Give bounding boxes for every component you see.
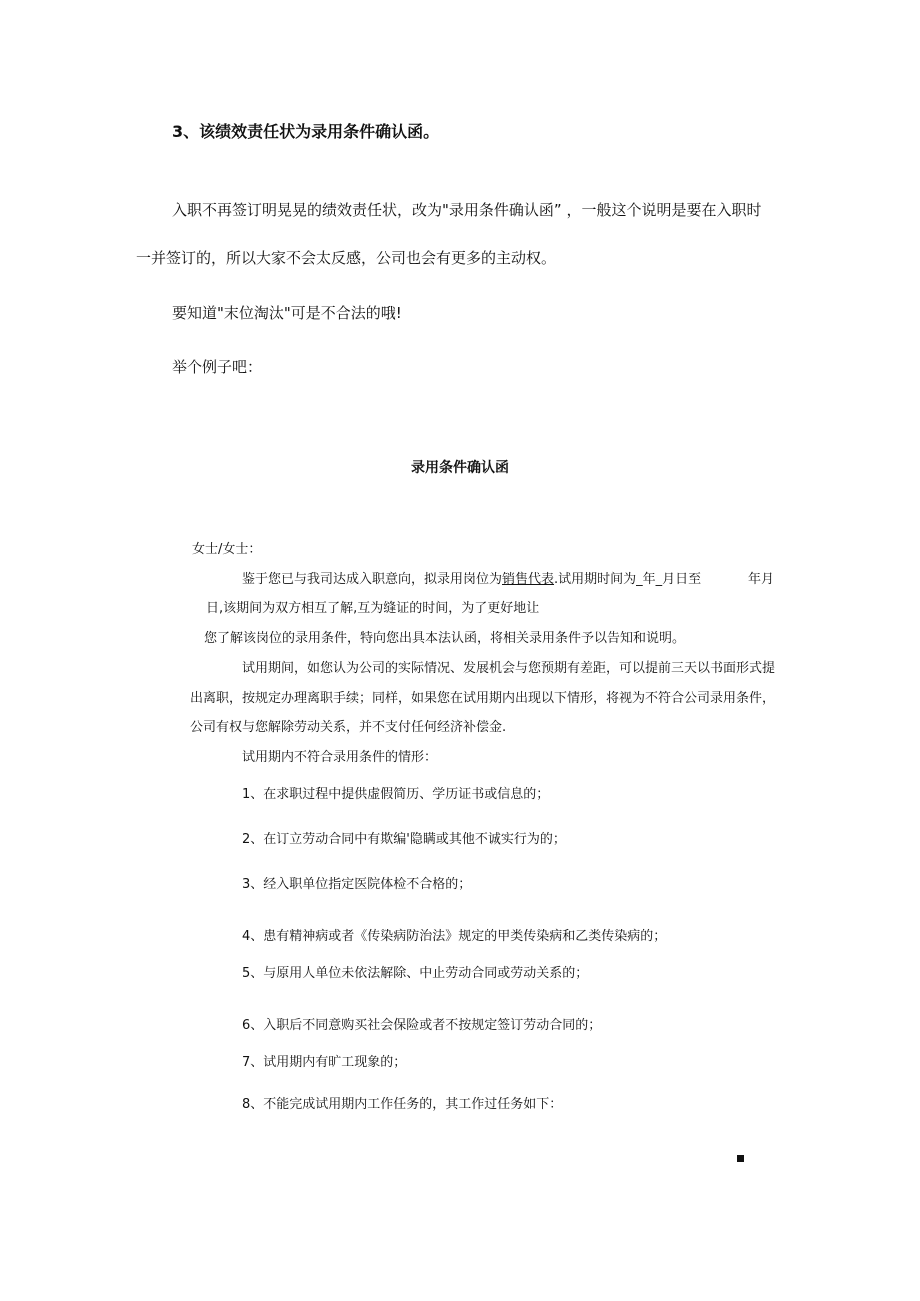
condition-item: 8、不能完成试用期内工作任务的，其工作过任务如下：	[242, 1097, 563, 1112]
letter-position-name: 销售代表	[502, 572, 555, 587]
condition-item: 5、与原用人单位未依法解除、中止劳动合同或劳动关系的；	[242, 966, 589, 981]
intro-paragraph-line-1: 入职不再签订明晃晃的绩效责任状，改为"录用条件确认函” ，一般这个说明是要在入职时	[172, 201, 762, 219]
section-heading: 3、该绩效责任状为录用条件确认函。	[172, 122, 440, 141]
letter-p1-trial-period: .试用期时间为_年_月日至	[554, 572, 702, 587]
letter-p1-line-1	[242, 571, 701, 589]
letter-salutation: 女士/女士：	[192, 542, 262, 557]
letter-p2-line-1: 试用期间，如您认为公司的实际情况、发展机会与您预期有差距，可以提前三天以书面形式提	[242, 661, 776, 676]
condition-item: 1、在求职过程中提供虚假简历、学历证书或信息的；	[242, 787, 550, 802]
bullet-square-mark	[737, 1155, 744, 1162]
letter-p1-intro: 鉴于您已与我司达成入职意向，拟录用岗位为	[242, 572, 503, 587]
condition-item: 7、试用期内有旷工现象的；	[242, 1055, 407, 1070]
letter-p1-line-1-end: 年月	[748, 572, 775, 587]
condition-item: 4、患有精神病或者《传染病防治法》规定的甲类传染病和乙类传染病的；	[242, 929, 667, 944]
letter-p2-line-2: 出离职，按规定办理离职手续；同样，如果您在试用期内出现以下情形，将视为不符合公司录用条件，	[190, 691, 776, 706]
letter-p1-line-3: 您了解该岗位的录用条件，特向您出具本法认函，将相关录用条件予以告知和说明。	[204, 631, 686, 646]
condition-item: 3、经入职单位指定医院体检不合格的；	[242, 877, 472, 892]
letter-title: 录用条件确认函	[411, 460, 509, 476]
intro-paragraph-line-2: 一并签订的，所以大家不会太反感，公司也会有更多的主动权。	[136, 249, 557, 267]
letter-p2-line-3: 公司有权与您解除劳动关系，并不支付任何经济补偿金.	[190, 720, 507, 735]
letter-p1-line-2: 日,该期间为双方相互了解,互为缝证的时间，为了更好地让	[206, 601, 540, 616]
intro-example-lead: 举个例子吧：	[172, 358, 263, 376]
conditions-heading: 试用期内不符合录用条件的情形：	[242, 750, 438, 765]
condition-item: 2、在订立劳动合同中有欺编'隐瞒或其他不诚实行为的；	[242, 832, 566, 847]
condition-item: 6、入职后不同意购买社会保险或者不按规定签订劳动合同的；	[242, 1018, 602, 1033]
intro-note: 要知道"末位淘汰"可是不合法的哦!	[172, 304, 402, 322]
